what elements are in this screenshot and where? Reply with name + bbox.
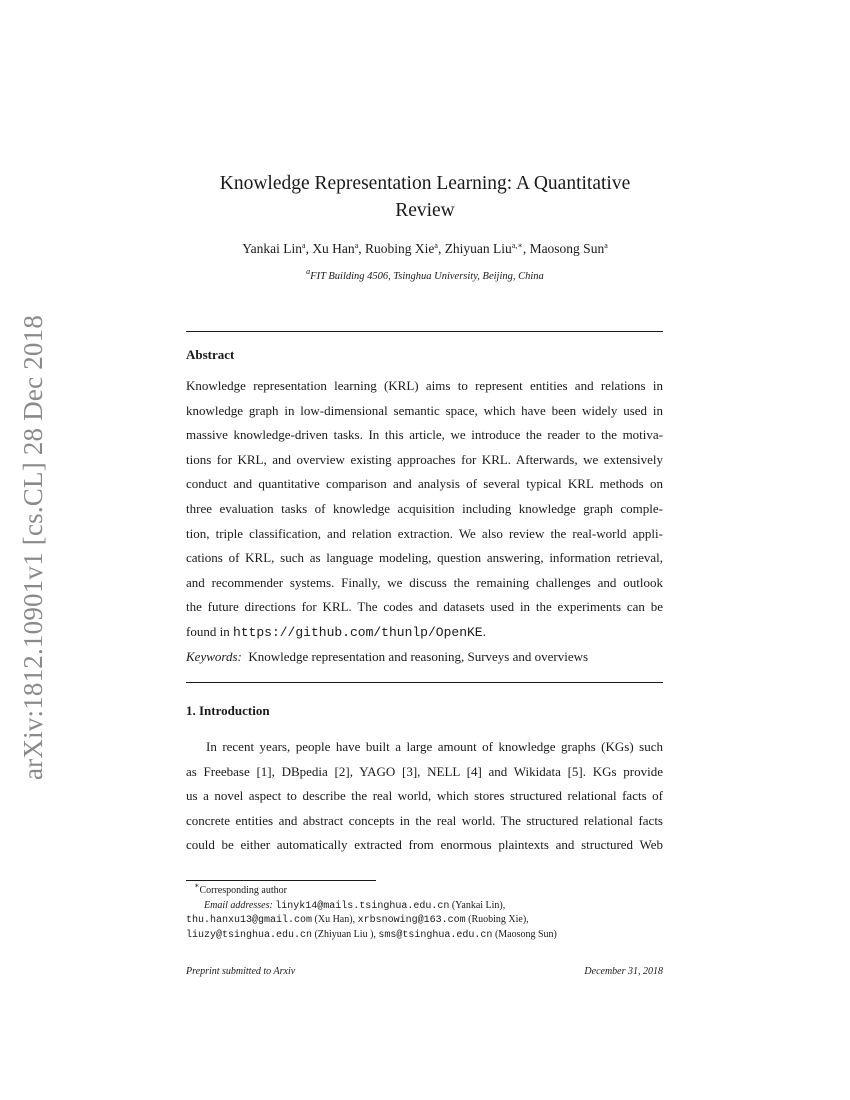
email-link[interactable]: liuzy@tsinghua.edu.cn xyxy=(186,929,313,941)
abstract-bottom-rule xyxy=(186,682,663,683)
introduction-heading: 1. Introduction xyxy=(186,703,270,718)
footnote-email-line xyxy=(186,928,663,943)
intro-line: In recent years, people have built a large amount of knowledge graphs (KGs) such xyxy=(206,739,663,754)
footer-preprint-note: Preprint submitted to Arxiv xyxy=(186,966,296,977)
abstract-line: the future directions for KRL. The codes and datasets used in the experiments can be xyxy=(186,599,663,615)
page-footer xyxy=(186,966,663,977)
arxiv-margin-stamp: arXiv:1812.10901v1 [cs.CL] 28 Dec 2018 xyxy=(18,314,48,780)
email-link[interactable]: thu.hanxu13@gmail.com xyxy=(186,915,313,926)
abstract-last-prefix: found in xyxy=(186,623,233,639)
abstract-last-line xyxy=(186,620,663,645)
affiliation-mark: a xyxy=(306,267,311,276)
email-owner: (Zhiyuan Liu ), xyxy=(312,928,379,940)
author-affil-mark: a xyxy=(354,241,359,250)
intro-line: as Freebase [1], DBpedia [2], YAGO [3], NELL [4] and Wikidata [5]. KGs provide xyxy=(186,763,663,779)
title-line-1: Knowledge Representation Learning: A Quantitative xyxy=(219,173,631,194)
author-name: Xu Han xyxy=(312,241,355,256)
abstract-body xyxy=(186,374,663,645)
email-label: Email addresses: xyxy=(204,899,273,911)
abstract-last-suffix: . xyxy=(482,623,486,639)
author-name: Ruobing Xie xyxy=(365,241,435,256)
introduction-body xyxy=(186,735,663,858)
author-sep: , xyxy=(305,241,313,256)
author-affil-mark: a xyxy=(434,241,438,250)
abstract-heading: Abstract xyxy=(186,347,235,362)
email-owner: (Ruobing Xie), xyxy=(465,914,529,925)
abstract-line: tion, triple classification, and relation extraction. We also review the real-world appli- xyxy=(186,525,663,541)
footnotes xyxy=(186,881,663,942)
footnote-email-line xyxy=(186,913,663,928)
author-sep: , xyxy=(522,241,530,256)
abstract-line: massive knowledge-driven tasks. In this article, we introduce the reader to the motiva- xyxy=(186,427,663,443)
author-affil-mark: a xyxy=(604,241,608,250)
email-owner: (Xu Han), xyxy=(312,914,358,925)
abstract-line: and recommender systems. Finally, we discuss the remaining challenges and outlook xyxy=(186,574,663,590)
email-owner: (Yankai Lin), xyxy=(449,899,506,911)
intro-line: could be either automatically extracted from enormous plaintexts and structured Web xyxy=(186,837,663,853)
abstract-line: tions for KRL, and overview existing approaches for KRL. Afterwards, we extensively xyxy=(186,451,663,467)
author-name: Zhiyuan Liu xyxy=(444,241,512,256)
affiliation xyxy=(175,267,675,282)
author-sep: , xyxy=(437,241,445,256)
keywords-label: Keywords: xyxy=(186,649,242,664)
abstract-line: knowledge graph in low-dimensional semantic space, which have been widely used in xyxy=(186,402,663,418)
intro-line: concrete entities and abstract concepts in the real world. The structured relational facts xyxy=(186,812,663,828)
author-name: Yankai Lin xyxy=(242,241,302,256)
author-affil-mark: a,∗ xyxy=(511,241,523,250)
abstract-top-rule xyxy=(186,331,663,332)
author-affil-mark: a xyxy=(302,241,306,250)
email-link[interactable]: sms@tsinghua.edu.cn xyxy=(378,929,493,941)
abstract-line: Knowledge representation learning (KRL) aims to represent entities and relations in xyxy=(186,378,663,393)
intro-line: us a novel aspect to describe the real world, which stores structured relational facts of xyxy=(186,788,663,804)
abstract-line: cations of KRL, such as language modeling, question answering, information retrieval, xyxy=(186,550,663,566)
abstract-line: conduct and quantitative comparison and analysis of several typical KRL methods on xyxy=(186,476,663,492)
footnote-corresponding xyxy=(186,881,663,899)
abstract-line: three evaluation tasks of knowledge acquisition including knowledge graph comple- xyxy=(186,500,663,516)
email-link[interactable]: xrbsnowing@163.com xyxy=(357,915,466,926)
corresponding-label: Corresponding author xyxy=(199,885,287,896)
footer-date: December 31, 2018 xyxy=(584,966,663,977)
keywords xyxy=(186,649,588,665)
author-sep: , xyxy=(358,241,365,256)
keywords-text: Knowledge representation and reasoning, Surveys and overviews xyxy=(248,649,589,664)
author-list xyxy=(175,241,675,257)
title-line-2: Review xyxy=(395,200,455,221)
page-title xyxy=(175,170,675,224)
footnote-mark: ∗ xyxy=(194,881,200,890)
email-link[interactable]: linyk14@mails.tsinghua.edu.cn xyxy=(275,900,450,912)
author-name: Maosong Sun xyxy=(529,241,605,256)
email-owner: (Maosong Sun) xyxy=(492,928,557,940)
affiliation-text: FIT Building 4506, Tsinghua University, Beijing, China xyxy=(310,271,544,282)
footnote-email-line xyxy=(186,899,663,914)
footnote-rule xyxy=(186,880,376,881)
code-repo-link[interactable]: https://github.com/thunlp/OpenKE xyxy=(232,624,483,640)
